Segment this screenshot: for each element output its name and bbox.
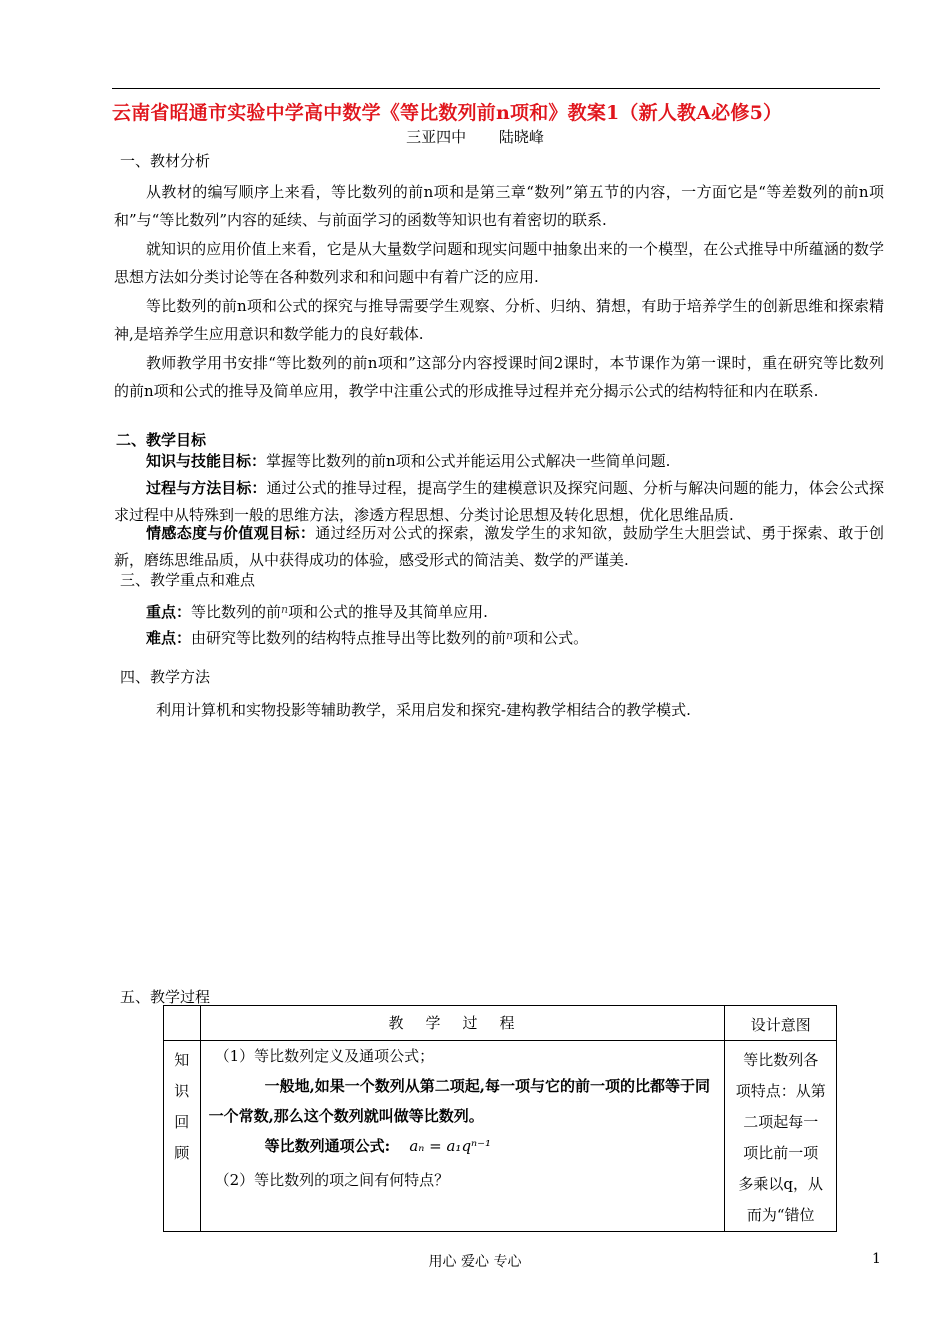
key-text-before: 等比数列的前	[191, 603, 282, 621]
author-name: 陆晓峰	[498, 128, 544, 146]
difficulty-text-after: 项和公式。	[513, 629, 589, 647]
goal-label: 知识与技能目标：	[146, 452, 267, 470]
design-intent-note	[725, 1041, 837, 1232]
section-heading-goals: 二、教学目标	[116, 431, 207, 449]
side-char: 识	[174, 1082, 190, 1100]
header-design-intent: 设计意图	[725, 1006, 837, 1041]
document-title: 云南省昭通市实验中学高中数学《等比数列前n项和》教案1（新人教A必修5）	[112, 102, 783, 124]
methods-text: 利用计算机和实物投影等辅助教学，采用启发和探究-建构教学相结合的教学模式.	[156, 701, 691, 719]
note-line: 二项起每一	[743, 1113, 819, 1131]
definition-text: 一般地,如果一个数列从第二项起,每一项与它的前一项的比都等于同一个常数,那么这个数列就叫做等比数列。	[208, 1077, 711, 1125]
side-char: 知	[174, 1051, 190, 1069]
footer-slogan: 用心 爱心 专心	[428, 1254, 522, 1270]
section-heading-keypoints: 三、教学重点和难点	[120, 571, 256, 589]
difficulty-label: 难点：	[146, 629, 192, 647]
goal-text: 掌握等比数列的前n项和公式并能运用公式解决一些简单问题.	[266, 452, 671, 470]
formula-label: 等比数列通项公式:	[264, 1137, 391, 1155]
note-line: 等比数列各	[743, 1051, 819, 1069]
variable-n: n	[506, 629, 514, 642]
difficulty-point	[114, 622, 884, 652]
general-term-formula: aₙ = a₁qⁿ⁻¹	[409, 1137, 492, 1155]
side-char: 回	[174, 1113, 190, 1131]
goal-text: 通过经历对公式的探索，激发学生的求知欲，鼓励学生大胆尝试、勇于探索、敢于创新，磨练思维品质，从中获得成功的体验，感受形式的简洁美、数学的严谨美.	[114, 524, 884, 569]
process-table	[163, 1005, 837, 1232]
key-label: 重点：	[146, 603, 192, 621]
goal-knowledge	[114, 448, 884, 475]
side-char: 顾	[174, 1144, 190, 1162]
difficulty-text-before: 由研究等比数列的结构特点推导出等比数列的前	[191, 629, 507, 647]
header-rule	[112, 88, 880, 89]
table-corner-cell	[164, 1006, 201, 1041]
note-line: 项特点：从第	[735, 1082, 826, 1100]
goal-emotion	[114, 520, 884, 574]
goal-text: 通过公式的推导过程，提高学生的建模意识及探究问题、分析与解决问题的能力，体会公式探求过程中从特殊到一般的思维方法，渗透方程思想、分类讨论思想及转化思想，优化思维品质.	[114, 479, 884, 524]
content-line-2: （2）等比数列的项之间有何特点？	[214, 1171, 450, 1189]
section-heading-methods: 四、教学方法	[120, 668, 211, 686]
page-number: 1	[872, 1251, 881, 1267]
author-line	[0, 126, 950, 147]
goal-label: 情感态度与价值观目标：	[146, 524, 316, 542]
variable-n: n	[281, 603, 289, 616]
section-heading-process: 五、教学过程	[120, 988, 211, 1006]
section-heading-materials: 一、教材分析	[120, 152, 211, 170]
note-line: 多乘以q，从	[738, 1175, 824, 1193]
paragraph: 等比数列的前n项和公式的探究与推导需要学生观察、分析、归纳、猜想，有助于培养学生的创新思维和探索精神,是培养学生应用意识和数学能力的良好载体.	[114, 297, 884, 343]
side-label-knowledge-review	[164, 1041, 201, 1232]
note-line: 而为“错位	[746, 1206, 815, 1224]
header-process: 教学过程	[200, 1006, 725, 1041]
process-content	[200, 1041, 725, 1232]
formula-line	[209, 1131, 717, 1161]
content-line-1: （1）等比数列定义及通项公式；	[214, 1047, 435, 1065]
paragraph: 就知识的应用价值上来看，它是从大量数学问题和现实问题中抽象出来的一个模型，在公式推导中所蕴涵的数学思想方法如分类讨论等在各种数列求和和问题中有着广泛的应用.	[114, 240, 884, 286]
key-text-after: 项和公式的推导及其简单应用.	[288, 603, 488, 621]
paragraph: 教师教学用书安排“等比数列的前n项和”这部分内容授课时间2课时，本节课作为第一课时，重在研究等比数列的前n项和公式的推导及简单应用，教学中注重公式的形成推导过程并充分揭示公式的结构特征和内在联系.	[114, 354, 884, 400]
author-school: 三亚四中	[406, 128, 467, 146]
goal-label: 过程与方法目标：	[146, 479, 267, 497]
note-line: 项比前一项	[743, 1144, 819, 1162]
paragraph: 从教材的编写顺序上来看，等比数列的前n项和是第三章“数列”第五节的内容，一方面它是“等差数列的前n项和”与“等比数列”内容的延续、与前面学习的函数等知识也有着密切的联系.	[114, 183, 884, 229]
